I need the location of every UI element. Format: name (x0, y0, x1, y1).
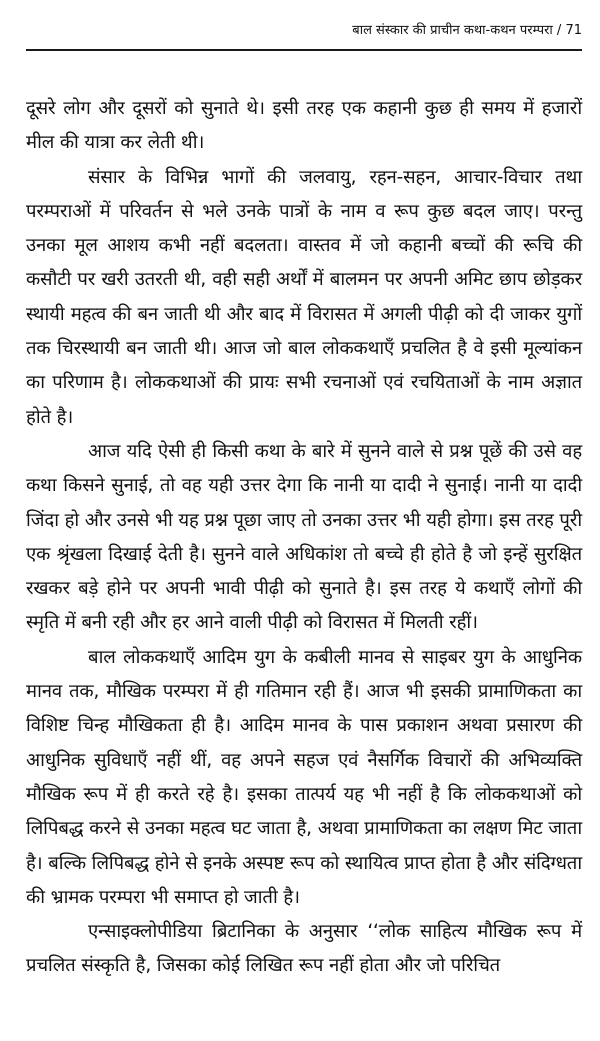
paragraph: संसार के विभिन्न भागों की जलवायु, रहन-सहन, आचार-विचार तथा परम्पराओं में परिवर्तन से भले उनके पात्रों के नाम व रूप कुछ बदल जाए। परन्तु उनका मूल आशय कभी नहीं बदलता। वास्तव में जो कहानी बच्चों की रूचि की कसौटी पर खरी उतरती थी, वही सही अर्थों में बालमन पर अपनी अमिट छाप छोड़कर स्थायी महत्व की बन जाती थी और बाद में विरासत में अगली पीढ़ी को दी जाकर युगों तक चिरस्थायी बन जाती थी। आज जो बाल लोककथाएँ प्रचलित है वे इसी मूल्यांकन का परिणाम है। लोककथाओं की प्रायः सभी रचनाओं एवं रचयिताओं के नाम अज्ञात होते है। (26, 166, 582, 428)
body-text (26, 92, 582, 984)
header-rule (26, 49, 582, 51)
paragraph-continued: दूसरे लोग और दूसरों को सुनाते थे। इसी तरह एक कहानी कुछ ही समय में हजारों मील की यात्रा कर लेती थी। (26, 98, 582, 154)
paragraph: आज यदि ऐसी ही किसी कथा के बारे में सुनने वाले से प्रश्न पूछें की उसे वह कथा किसने सुनाई, तो वह यही उत्तर देगा कि नानी या दादी ने सुनाई। नानी या दादी जिंदा हो और उनसे भी यह प्रश्न पूछा जाए तो उनका उत्तर भी यही होगा। इस तरह पूरी एक श्रृंखला दिखाई देती है। सुनने वाले अधिकांश तो बच्चे ही होते है जो इन्हें सुरक्षित रखकर बड़े होने पर अपनी भावी पीढ़ी को सुनाते है। इस तरह ये कथाएँ लोगों की स्मृति में बनी रही और हर आने वाली पीढ़ी को विरासत में मिलती रहीं। (26, 440, 582, 634)
paragraph: एन्साइक्लोपीडिया ब्रिटानिका के अनुसार ‘‘लोक साहित्य मौखिक रूप में प्रचलित संस्कृति है, जिसका कोई लिखित रूप नहीं होता और जो परिचित (26, 921, 582, 977)
running-header: बाल संस्कार की प्राचीन कथा-कथन परम्परा / 71 (352, 23, 582, 38)
paragraph: बाल लोककथाएँ आदिम युग के कबीली मानव से साइबर युग के आधुनिक मानव तक, मौखिक परम्परा में ही गतिमान रही हैं। आज भी इसकी प्रामाणिकता का विशिष्ट चिन्ह मौखिकता ही है। आदिम मानव के पास प्रकाशन अथवा प्रसारण की आधुनिक सुविधाएँ नहीं थीं, वह अपने सहज एवं नैसर्गिक विचारों की अभिव्यक्ति मौखिक रूप में ही करते रहे है। इसका तात्पर्य यह भी नहीं है कि लोककथाओं को लिपिबद्ध करने से उनका महत्व घट जाता है, अथवा प्रामाणिकता का लक्षण मिट जाता है। बल्कि लिपिबद्ध होने से इनके अस्पष्ट रूप को स्थायित्व प्राप्त होता है और संदिग्धता की भ्रामक परम्परा भी समाप्त हो जाती है। (26, 646, 582, 908)
